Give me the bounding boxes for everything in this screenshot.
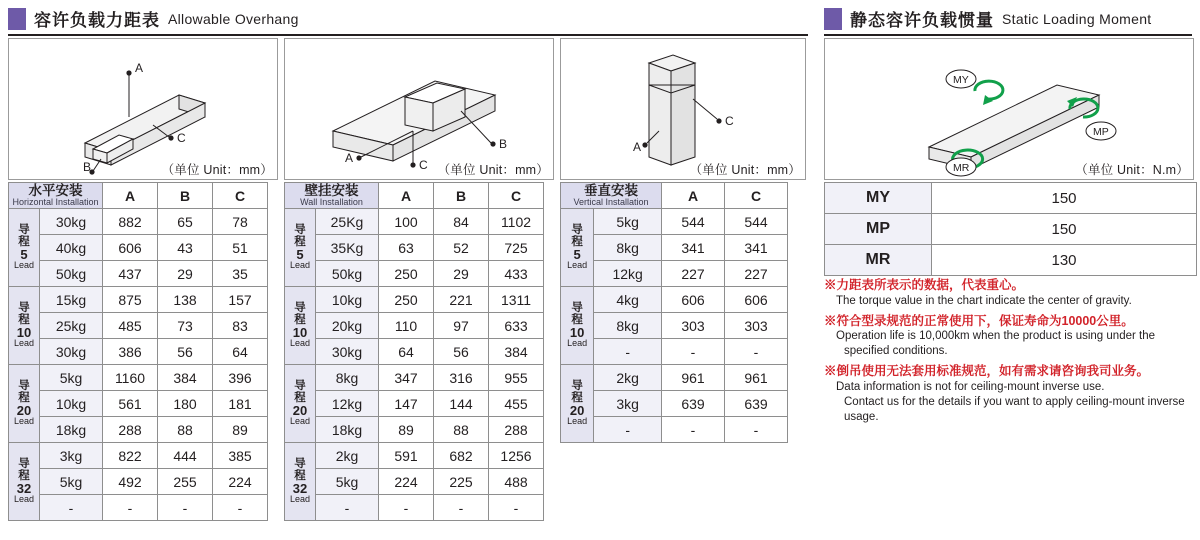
value-cell: 180: [158, 391, 213, 417]
value-cell: 561: [103, 391, 158, 417]
table-title-en: Horizontal Installation: [12, 196, 99, 207]
table-header-row: [9, 183, 268, 209]
col-header-b: B: [158, 183, 213, 209]
lead-group-cell: 导 程 10 Lead: [9, 287, 40, 365]
load-cell: 25Kg: [316, 209, 379, 235]
table-row: [285, 313, 544, 339]
note-en: Operation life is 10,000km when the product is using under the: [836, 330, 1155, 343]
horizontal-installation-table: [8, 182, 268, 521]
table-title-cn: 垂直安装: [584, 182, 638, 198]
value-cell: 138: [158, 287, 213, 313]
accent-bar: [824, 8, 842, 30]
load-cell: 50kg: [316, 261, 379, 287]
table-row: [561, 391, 788, 417]
value-cell: 225: [434, 469, 489, 495]
value-cell: 1256: [489, 443, 544, 469]
value-cell: 1311: [489, 287, 544, 313]
table-title-en: Wall Installation: [300, 196, 363, 207]
static-moment-figure: [824, 38, 1194, 180]
note-cn: ※倒吊使用无法套用标准规范，如有需求请咨询我司业务。: [824, 364, 1150, 379]
svg-text:A: A: [633, 140, 642, 154]
value-cell: 64: [379, 339, 434, 365]
value-cell: 875: [103, 287, 158, 313]
value-cell: -: [662, 417, 725, 443]
value-cell: 606: [725, 287, 788, 313]
load-cell: -: [316, 495, 379, 521]
value-cell: 384: [158, 365, 213, 391]
value-cell: 639: [662, 391, 725, 417]
load-cell: 8kg: [594, 235, 662, 261]
note-cn: ※力距表所表示的数据，代表重心。: [824, 278, 1025, 292]
load-cell: 8kg: [316, 365, 379, 391]
load-cell: 15kg: [40, 287, 103, 313]
value-cell: 65: [158, 209, 213, 235]
load-cell: 8kg: [594, 313, 662, 339]
load-cell: 12kg: [316, 391, 379, 417]
load-cell: 2kg: [594, 365, 662, 391]
value-cell: -: [725, 417, 788, 443]
load-cell: 5kg: [40, 365, 103, 391]
value-cell: -: [379, 495, 434, 521]
table-row: [561, 417, 788, 443]
value-cell: 157: [213, 287, 268, 313]
table-row: [285, 417, 544, 443]
load-cell: 30kg: [40, 339, 103, 365]
value-cell: 227: [725, 261, 788, 287]
value-cell: 227: [662, 261, 725, 287]
section-title-en: Static Loading Moment: [1002, 10, 1152, 27]
value-cell: 396: [213, 365, 268, 391]
lead-group-cell: 导 程 32 Lead: [9, 443, 40, 521]
section-title-cn: 容许负载力距表: [34, 11, 160, 30]
table-title-en: Vertical Installation: [573, 196, 649, 207]
value-cell: 88: [434, 417, 489, 443]
table-row: [9, 469, 268, 495]
note-cn: ※符合型录规范的正常使用下，保证寿命为10000公里。: [824, 313, 1134, 328]
value-cell: 97: [434, 313, 489, 339]
table-row: [285, 209, 544, 235]
value-cell: 341: [662, 235, 725, 261]
svg-text:C: C: [419, 158, 428, 172]
static-loading-moment-table: [824, 182, 1197, 276]
table-body: [285, 209, 544, 521]
value-cell: 822: [103, 443, 158, 469]
value-cell: 303: [725, 313, 788, 339]
value-cell: 89: [379, 417, 434, 443]
lead-group-cell: 导 程 20 Lead: [561, 365, 594, 443]
table-title-cell: [285, 183, 379, 209]
value-cell: 43: [158, 235, 213, 261]
note-item: [824, 278, 1200, 309]
table-title-cn: 壁挂安装: [304, 182, 359, 198]
load-cell: 3kg: [40, 443, 103, 469]
table-body: [561, 209, 788, 443]
table-body: [9, 209, 268, 521]
value-cell: 288: [103, 417, 158, 443]
table-row: [285, 443, 544, 469]
svg-text:A: A: [345, 151, 354, 165]
allowable-overhang-section-header: [8, 6, 808, 36]
lead-group-cell: 导 程 20 Lead: [9, 365, 40, 443]
value-cell: 84: [434, 209, 489, 235]
value-cell: -: [434, 495, 489, 521]
lead-group-cell: 导 程 10 Lead: [561, 287, 594, 365]
value-cell: 633: [489, 313, 544, 339]
svg-text:MY: MY: [953, 74, 969, 86]
value-cell: 78: [213, 209, 268, 235]
load-cell: 2kg: [316, 443, 379, 469]
header-rule: [8, 34, 808, 36]
value-cell: 29: [158, 261, 213, 287]
load-cell: -: [40, 495, 103, 521]
value-cell: 35: [213, 261, 268, 287]
wall-installation-figure: [284, 38, 554, 180]
value-cell: 56: [158, 339, 213, 365]
value-cell: 444: [158, 443, 213, 469]
header-rule: [824, 34, 1192, 36]
note-en: The torque value in the chart indicate the center of gravity.: [836, 294, 1132, 307]
col-header-a: A: [379, 183, 434, 209]
value-cell: 56: [434, 339, 489, 365]
value-cell: 250: [379, 287, 434, 313]
col-header-a: A: [103, 183, 158, 209]
value-cell: 255: [158, 469, 213, 495]
table-row: [9, 261, 268, 287]
unit-label: （单位 Unit：N.m）: [1073, 160, 1191, 178]
table-row: [285, 391, 544, 417]
table-row: [561, 339, 788, 365]
value-cell: 303: [662, 313, 725, 339]
table-title-cell: [9, 183, 103, 209]
value-cell: 882: [103, 209, 158, 235]
load-cell: 35Kg: [316, 235, 379, 261]
value-cell: -: [662, 339, 725, 365]
load-cell: 18kg: [316, 417, 379, 443]
accent-bar: [8, 8, 26, 30]
load-cell: 4kg: [594, 287, 662, 313]
note-item: [824, 364, 1200, 424]
table-row: [825, 183, 1197, 214]
col-header-c: C: [213, 183, 268, 209]
value-cell: 288: [489, 417, 544, 443]
table-row: [285, 261, 544, 287]
value-cell: 961: [725, 365, 788, 391]
value-cell: 385: [213, 443, 268, 469]
table-row: [561, 365, 788, 391]
table-row: [9, 339, 268, 365]
table-row: [285, 339, 544, 365]
table-row: [561, 235, 788, 261]
table-row: [285, 365, 544, 391]
load-cell: 5kg: [594, 209, 662, 235]
value-cell: 29: [434, 261, 489, 287]
moment-value-cell: 150: [932, 183, 1197, 214]
svg-text:A: A: [135, 61, 144, 75]
value-cell: 485: [103, 313, 158, 339]
table-row: [561, 313, 788, 339]
load-cell: 12kg: [594, 261, 662, 287]
svg-text:MR: MR: [953, 162, 970, 174]
value-cell: 433: [489, 261, 544, 287]
note-en-cont: Contact us for the details if you want to apply ceiling-mount inverse usage.: [844, 395, 1185, 423]
load-cell: 10kg: [40, 391, 103, 417]
value-cell: -: [103, 495, 158, 521]
moment-label-cell: MR: [825, 245, 932, 276]
table-row: [9, 365, 268, 391]
load-cell: 10kg: [316, 287, 379, 313]
value-cell: 221: [434, 287, 489, 313]
lead-group-cell: 导 程 32 Lead: [285, 443, 316, 521]
vertical-installation-table: [560, 182, 788, 443]
col-header-c: C: [489, 183, 544, 209]
moment-value-cell: 150: [932, 214, 1197, 245]
table-row: [285, 495, 544, 521]
value-cell: -: [213, 495, 268, 521]
col-header-a: A: [662, 183, 725, 209]
notes-block: [824, 278, 1200, 430]
value-cell: -: [158, 495, 213, 521]
table-row: [561, 287, 788, 313]
table-row: [9, 287, 268, 313]
value-cell: 437: [103, 261, 158, 287]
value-cell: 544: [725, 209, 788, 235]
value-cell: -: [725, 339, 788, 365]
value-cell: 100: [379, 209, 434, 235]
load-cell: 30kg: [316, 339, 379, 365]
value-cell: -: [489, 495, 544, 521]
value-cell: 1102: [489, 209, 544, 235]
static-loading-moment-section-header: [824, 6, 1192, 36]
load-cell: 25kg: [40, 313, 103, 339]
table-title-cell: [561, 183, 662, 209]
svg-text:B: B: [83, 160, 92, 174]
value-cell: 224: [213, 469, 268, 495]
horizontal-installation-figure: [8, 38, 278, 180]
svg-text:MP: MP: [1093, 126, 1109, 138]
wall-installation-table: [284, 182, 544, 521]
table-header-row: [561, 183, 788, 209]
load-cell: -: [594, 417, 662, 443]
value-cell: 88: [158, 417, 213, 443]
value-cell: 89: [213, 417, 268, 443]
value-cell: 492: [103, 469, 158, 495]
value-cell: 961: [662, 365, 725, 391]
value-cell: 544: [662, 209, 725, 235]
value-cell: 144: [434, 391, 489, 417]
lead-group-cell: 导 程 5 Lead: [9, 209, 40, 287]
table-row: [561, 209, 788, 235]
value-cell: 73: [158, 313, 213, 339]
table-row: [9, 313, 268, 339]
value-cell: 51: [213, 235, 268, 261]
value-cell: 250: [379, 261, 434, 287]
load-cell: 5kg: [316, 469, 379, 495]
value-cell: 591: [379, 443, 434, 469]
value-cell: 682: [434, 443, 489, 469]
note-en: Data information is not for ceiling-mount inverse use.: [836, 380, 1105, 393]
vertical-installation-figure: [560, 38, 806, 180]
load-cell: 18kg: [40, 417, 103, 443]
svg-text:C: C: [725, 114, 734, 128]
note-en-cont: specified conditions.: [844, 345, 948, 358]
value-cell: 147: [379, 391, 434, 417]
value-cell: 52: [434, 235, 489, 261]
value-cell: 606: [103, 235, 158, 261]
value-cell: 63: [379, 235, 434, 261]
value-cell: 725: [489, 235, 544, 261]
value-cell: 83: [213, 313, 268, 339]
table-row: [825, 245, 1197, 276]
lead-group-cell: 导 程 5 Lead: [285, 209, 316, 287]
svg-text:B: B: [499, 137, 508, 151]
value-cell: 384: [489, 339, 544, 365]
value-cell: 1160: [103, 365, 158, 391]
load-cell: 5kg: [40, 469, 103, 495]
load-cell: 50kg: [40, 261, 103, 287]
moment-label-cell: MY: [825, 183, 932, 214]
value-cell: 606: [662, 287, 725, 313]
value-cell: 110: [379, 313, 434, 339]
value-cell: 347: [379, 365, 434, 391]
value-cell: 224: [379, 469, 434, 495]
table-row: [285, 287, 544, 313]
table-row: [561, 261, 788, 287]
unit-label: （单位 Unit：mm）: [160, 160, 275, 178]
table-row: [9, 417, 268, 443]
col-header-b: B: [434, 183, 489, 209]
lead-group-cell: 导 程 20 Lead: [285, 365, 316, 443]
section-title-en: Allowable Overhang: [168, 10, 299, 27]
value-cell: 455: [489, 391, 544, 417]
table-row: [9, 443, 268, 469]
unit-label: （单位 Unit：mm）: [688, 160, 803, 178]
table-row: [9, 391, 268, 417]
load-cell: -: [594, 339, 662, 365]
table-title-cn: 水平安装: [28, 182, 83, 198]
section-title-cn: 静态容许负载惯量: [850, 11, 994, 30]
value-cell: 64: [213, 339, 268, 365]
load-cell: 3kg: [594, 391, 662, 417]
col-header-c: C: [725, 183, 788, 209]
lead-group-cell: 导 程 5 Lead: [561, 209, 594, 287]
value-cell: 341: [725, 235, 788, 261]
lead-group-cell: 导 程 10 Lead: [285, 287, 316, 365]
table-row: [9, 209, 268, 235]
load-cell: 30kg: [40, 209, 103, 235]
table-row: [285, 235, 544, 261]
value-cell: 488: [489, 469, 544, 495]
unit-label: （单位 Unit：mm）: [436, 160, 551, 178]
note-item: [824, 314, 1200, 360]
svg-text:C: C: [177, 131, 186, 145]
value-cell: 386: [103, 339, 158, 365]
value-cell: 181: [213, 391, 268, 417]
value-cell: 955: [489, 365, 544, 391]
table-row: [9, 235, 268, 261]
table-row: [285, 469, 544, 495]
value-cell: 316: [434, 365, 489, 391]
table-header-row: [285, 183, 544, 209]
moment-label-cell: MP: [825, 214, 932, 245]
moment-value-cell: 130: [932, 245, 1197, 276]
table-row: [9, 495, 268, 521]
load-cell: 20kg: [316, 313, 379, 339]
table-row: [825, 214, 1197, 245]
load-cell: 40kg: [40, 235, 103, 261]
value-cell: 639: [725, 391, 788, 417]
